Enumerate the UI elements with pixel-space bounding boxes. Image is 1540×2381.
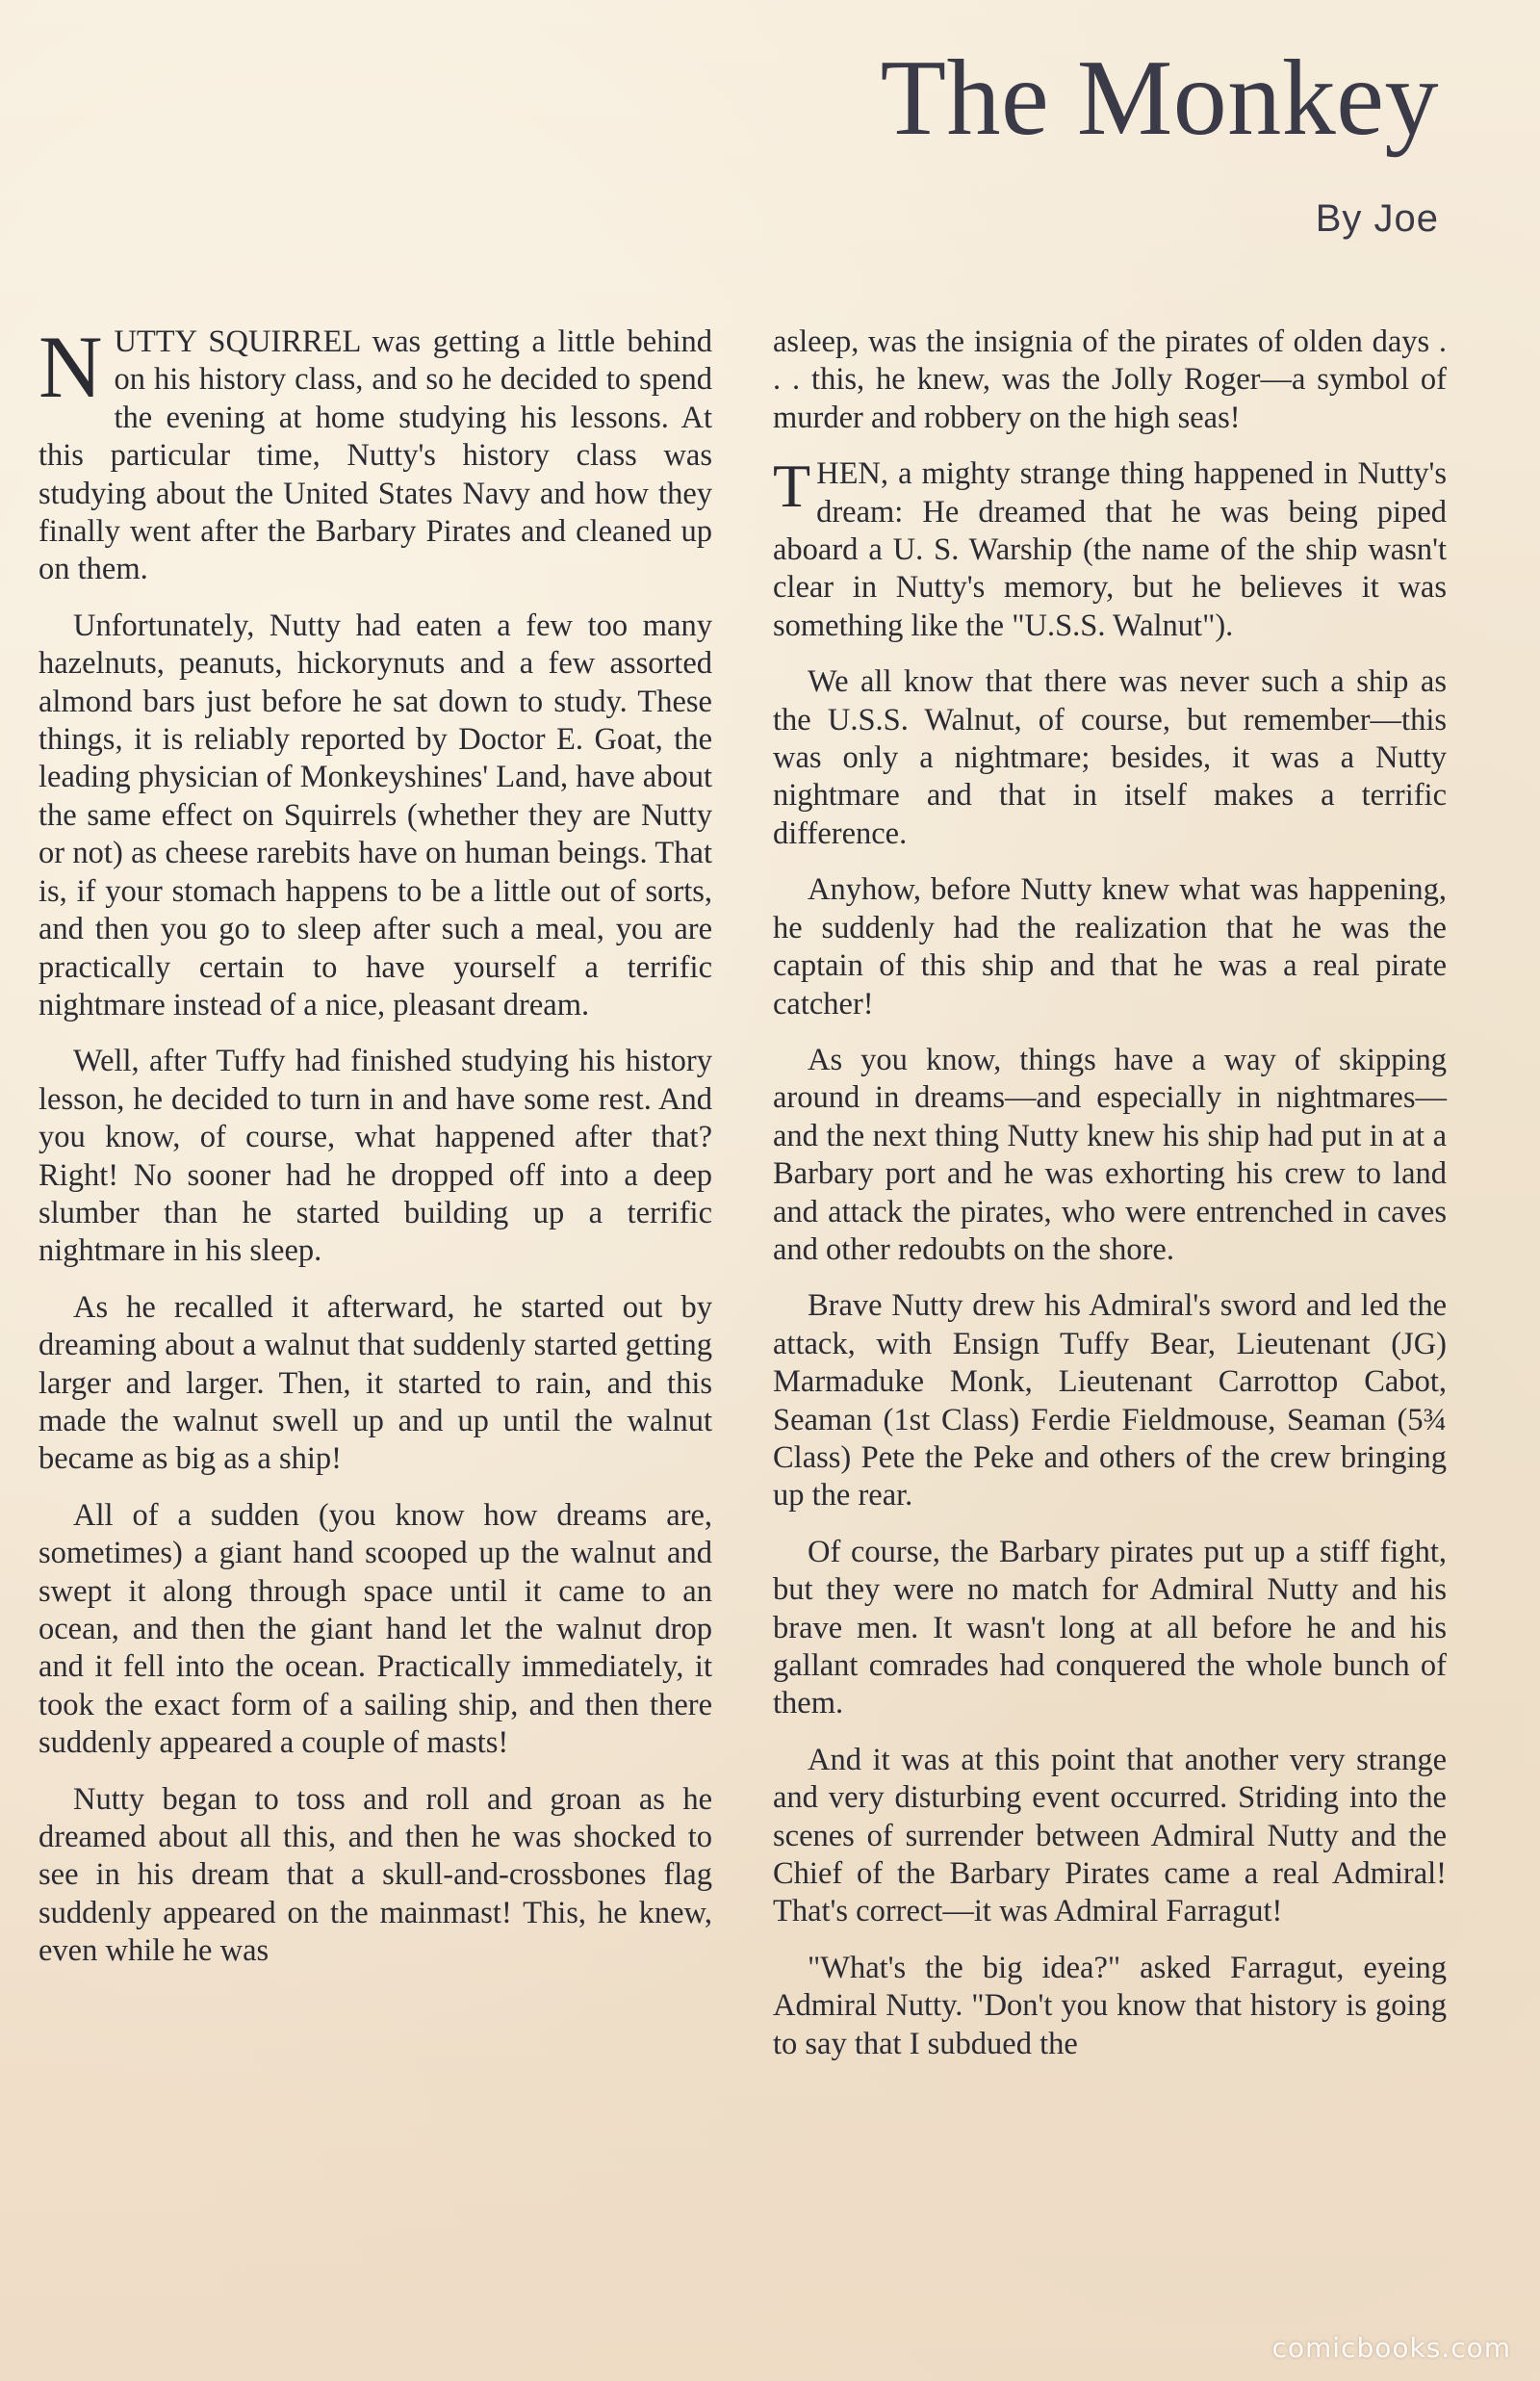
paragraph: Nutty began to toss and roll and groan as he dreamed about all this, and then he was shocked to see in his dream that a skull-and-crossbones flag suddenly appeared on the mainmast! This, he knew, even while he was xyxy=(38,1781,712,1969)
paragraph xyxy=(773,452,1447,645)
paragraph: asleep, was the insignia of the pirates of olden days . . . this, he knew, was the Jolly Roger—a symbol of murder and robbery on the high seas! xyxy=(773,324,1447,435)
paragraph: As he recalled it afterward, he started out by dreaming about a walnut that suddenly started getting larger and larger. Then, it started to rain, and this made the walnut swell up and up until the walnut became as big as a ship! xyxy=(38,1289,712,1477)
paragraph: Well, after Tuffy had finished studying his history lesson, he decided to turn in and have some rest. And you know, of course, what happened after that? Right! No sooner had he dropped off into a deep slumber than he started building up a terrific nightmare in his sleep. xyxy=(38,1044,712,1269)
paragraph: "What's the big idea?" asked Farragut, eyeing Admiral Nutty. "Don't you know that history is going to say that I subdued the xyxy=(773,1950,1447,2061)
left-column xyxy=(38,318,712,1989)
paragraph-text: HEN, a mighty strange thing happened in Nutty's dream: He dreamed that he was being piped aboard a U. S. Warship (the name of the ship wasn't clear in Nutty's memory, but he believes it was something like the "U.S.S. Walnut"). xyxy=(773,456,1447,643)
drop-cap: N xyxy=(38,318,103,416)
paragraph-text: UTTY SQUIRREL was getting a little behind on his history class, and so he decided to spend the evening at home studying his lessons. At this particular time, Nutty's history class was studying about the United States Navy and how they finally went after the Barbary Pirates and cleaned up on them. xyxy=(38,324,712,587)
paragraph: As you know, things have a way of skipping around in dreams—and especially in nightmares—and the next thing Nutty knew his ship had put in at a Barbary port and he was exhorting his crew to land and attack the pirates, who were entrenched in caves and other redoubts on the shore. xyxy=(773,1042,1447,1267)
paragraph: Of course, the Barbary pirates put up a stiff fight, but they were no match for Admiral Nutty and his brave men. It wasn't long at all before he and his gallant comrades had conquered the whole bunch of them. xyxy=(773,1534,1447,1721)
byline: By Joe xyxy=(1315,197,1439,240)
paragraph: And it was at this point that another very strange and very disturbing event occurred. Striding into the scenes of surrender between Admiral Nutty and the Chief of the Barbary Pirates came a real Admiral! That's correct—it was Admiral Farragut! xyxy=(773,1742,1447,1929)
right-column xyxy=(773,324,1447,2082)
paragraph xyxy=(38,318,712,589)
paragraph: We all know that there was never such a ship as the U.S.S. Walnut, of course, but remember—this was only a nightmare; besides, it was a Nutty nightmare and that in itself makes a terrific difference. xyxy=(773,664,1447,851)
paragraph: All of a sudden (you know how dreams are, sometimes) a giant hand scooped up the walnut and swept it along through space until it came to an ocean, and then the giant hand let the walnut drop and it fell into the ocean. Practically immediately, it took the exact form of a sailing ship, and then there suddenly appeared a couple of masts! xyxy=(38,1497,712,1761)
paragraph: Unfortunately, Nutty had eaten a few too many hazelnuts, peanuts, hickorynuts and a few assorted almond bars just before he sat down to study. These things, it is reliably reported by Doctor E. Goat, the leading physician of Monkeyshines' Land, have about the same effect on Squirrels (whether they are Nutty or not) as cheese rarebits have on human beings. That is, if your stomach happens to be a little out of sorts, and then you go to sleep after such a meal, you are practically certain to have yourself a terrific nightmare instead of a nice, pleasant dream. xyxy=(38,608,712,1022)
drop-cap: T xyxy=(773,452,811,521)
paragraph: Brave Nutty drew his Admiral's sword and led the attack, with Ensign Tuffy Bear, Lieutenant (JG) Marmaduke Monk, Lieutenant Carrottop Cabot, Seaman (1st Class) Ferdie Fieldmouse, Seaman (5¾ Class) Pete the Peke and others of the crew bringing up the rear. xyxy=(773,1288,1447,1514)
source-watermark: comicbooks.com xyxy=(1271,2332,1511,2364)
paragraph: Anyhow, before Nutty knew what was happening, he suddenly had the realization that he was the captain of this ship and that he was a real pirate catcher! xyxy=(773,872,1447,1022)
story-title: The Monkey xyxy=(880,39,1439,158)
